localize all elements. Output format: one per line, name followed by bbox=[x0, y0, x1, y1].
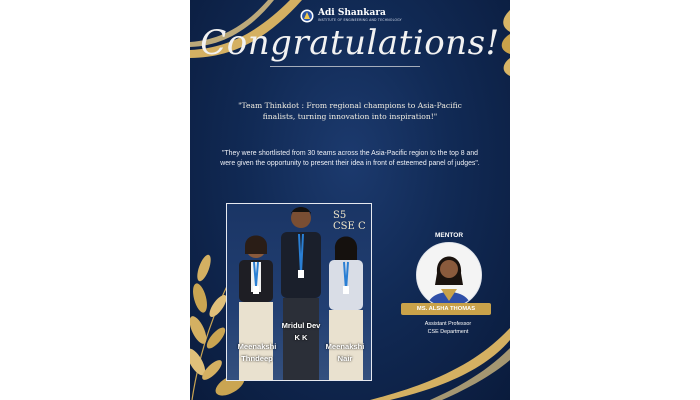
team-photo-frame bbox=[226, 203, 372, 381]
institute-name: Adi Shankara bbox=[318, 8, 386, 19]
team-quote: "Team Thinkdot : From regional champions to Asia-Pacific finalists, turning innovation into inspiration!" bbox=[238, 101, 462, 121]
congratulations-poster bbox=[190, 0, 510, 400]
achievement-description: "They were shortlisted from 30 teams across the Asia-Pacific region to the top 8 and were given the opportunity to present their idea in front of esteemed panel of judges". bbox=[220, 150, 480, 167]
mentor-title-line1: Assistant Professor bbox=[424, 321, 472, 327]
team-member-1-last: Thndeep bbox=[241, 354, 273, 363]
mentor-title bbox=[396, 320, 500, 336]
mentor-title-line2: CSE Department bbox=[427, 329, 469, 335]
team-member-3-first: Meenakshi bbox=[325, 342, 365, 351]
mentor-heading: MENTOR bbox=[434, 232, 464, 239]
team-member-3-last: Nair bbox=[337, 354, 353, 363]
class-label: S5 CSE C bbox=[333, 210, 366, 232]
mentor-portrait bbox=[417, 243, 481, 307]
institute-logo-icon bbox=[300, 9, 314, 23]
team-member-1-name bbox=[229, 341, 285, 365]
congratulations-headline: Congratulations! bbox=[200, 23, 500, 63]
headline-flourish bbox=[270, 66, 420, 67]
mentor-name-banner: MS. ALSHA THOMAS bbox=[401, 303, 491, 315]
team-member-1-first: Meenakshi bbox=[237, 342, 277, 351]
team-member-2-last: K K bbox=[294, 333, 308, 342]
team-member-3-name bbox=[319, 341, 371, 365]
institute-subtitle: INSTITUTE OF ENGINEERING AND TECHNOLOGY bbox=[318, 18, 402, 23]
team-member-2-first: Mridul Dev bbox=[281, 321, 321, 330]
mentor-photo bbox=[416, 242, 482, 308]
